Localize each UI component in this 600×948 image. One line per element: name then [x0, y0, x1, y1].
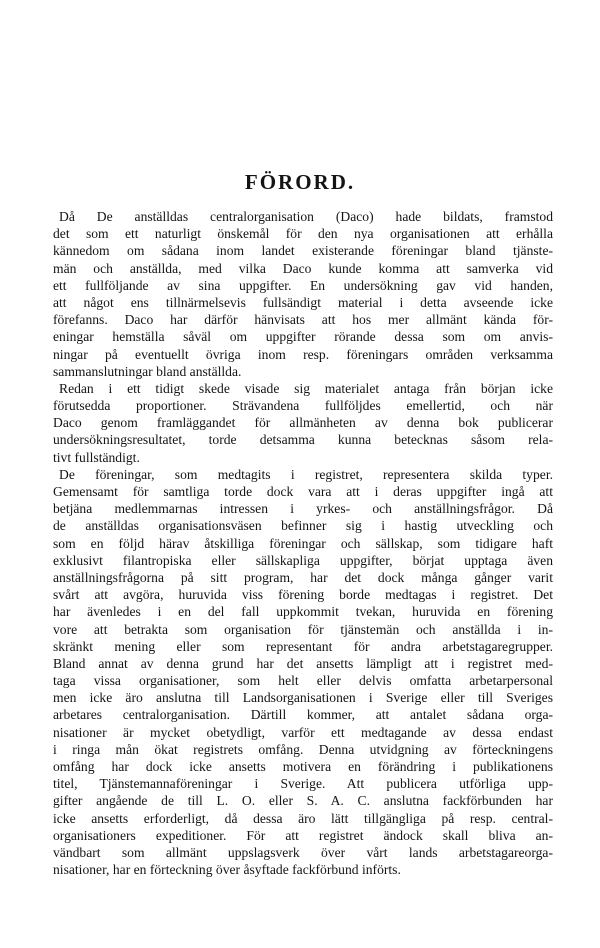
text-line: män och anställda, med vilka Daco kunde komma att samverka vid — [53, 260, 553, 276]
text-line: de anställdas organisationsväsen befinner sig i hastig utveckling och — [53, 518, 553, 534]
text-line: gifter angående de till L. O. eller S. A. C. anslutna fackförbunden har — [53, 793, 553, 809]
text-line: tivt fullständigt. — [53, 449, 140, 465]
text-line: kännedom om sådana inom landet existerande föreningar bland tjänste- — [53, 243, 553, 259]
text-line: vore att betrakta som organisation för tjänstemän och anställda i in- — [53, 621, 553, 637]
text-line: förefanns. Daco har därför hänvisats att hos mer allmänt kända för- — [53, 312, 553, 328]
text-line: icke ansetts erforderligt, då dessa äro lätt tillgängliga på resp. central- — [53, 810, 553, 826]
text-line: taga vissa organisationer, som helt eller delvis omfatta arbetarpersonal — [53, 673, 553, 689]
paragraph — [53, 208, 553, 380]
text-line: sammanslutningar bland anställda. — [53, 363, 242, 379]
text-line: skränkt mening eller som representant för andra arbetstagaregrupper. — [53, 638, 553, 654]
text-line: men icke äro anslutna till Landsorganisationen i Sverige eller till Sveriges — [53, 690, 553, 706]
text-line: vändbart som allmänt uppslagsverk över vårt lands arbetstagareorga- — [53, 844, 553, 860]
text-line: att något ens tillnärmelsevis fullsändigt material i detta avseende icke — [53, 294, 553, 310]
text-line: titel, Tjänstemannaföreningar i Sverige. Att publicera utförliga upp- — [53, 776, 553, 792]
text-line: undersökningsresultatet, torde detsamma kunna betecknas såsom rela- — [53, 432, 553, 448]
text-line: nisationer, har en förteckning över åsyftade fackförbund införts. — [53, 862, 401, 878]
text-line: Gemensamt för samtliga torde dock vara att i deras uppgifter ingå att — [53, 484, 553, 499]
text-line: svårt att avgöra, huruvida viss förening borde medtagas i registret. Det — [53, 587, 553, 603]
text-line: anställningsfrågorna på sitt program, har det dock många gånger varit — [53, 569, 553, 585]
text-line: som en följd härav åtskilliga föreningar och sällskap, som tidigare haft — [53, 535, 553, 551]
text-line: ningar på eventuellt övriga inom resp. föreningars områden verksamma — [53, 346, 553, 362]
body-text — [53, 208, 553, 878]
text-line: Daco genom framläggandet för allmänheten av denna bok publicerar — [53, 415, 553, 431]
text-line: nisationer är mycket obetydligt, varför ett medtagande av dessa endast — [53, 724, 553, 740]
text-line: Bland annat av denna grund har det ansetts lämpligt att i registret med- — [53, 655, 553, 671]
text-line: organisationers expeditioner. För att registret ändock skall bliva an- — [53, 827, 553, 843]
text-line: har ävenledes i en del fall uppkommit tvekan, huruvida en förening — [53, 604, 553, 620]
text-line: De föreningar, som medtagits i registret, representera skilda typer. — [59, 466, 553, 482]
paragraph — [53, 380, 553, 466]
text-line: Redan i ett tidigt skede visade sig materialet antaga från början icke — [59, 380, 553, 396]
text-line: eningar hemställa såväl om uppgifter rörande dessa som om anvis- — [53, 329, 553, 345]
paragraph — [53, 466, 553, 879]
text-line: i ringa mån ökat registrets omfång. Denna utvidgning av förteckningens — [53, 741, 553, 757]
text-line: betjäna medlemmarnas intressen i yrkes- och anställningsfrågor. Då — [53, 501, 553, 517]
text-line: ett fullföljande av sina uppgifter. En undersökning gav vid handen, — [53, 277, 553, 293]
text-line: Då De anställdas centralorganisation (Daco) hade bildats, framstod — [59, 209, 553, 224]
text-line: omfång har dock icke ansetts motivera en förändring i publikationens — [53, 759, 553, 774]
text-line: förutsedda proportioner. Strävandena fullföljdes emellertid, och när — [53, 398, 553, 414]
page-title: FÖRORD. — [244, 170, 356, 194]
text-line: exklusivt filantropiska eller sällskapliga uppgifter, börjat upptaga även — [53, 552, 553, 568]
text-line: det som ett naturligt önskemål för den nya organisationen att erhålla — [53, 226, 553, 242]
text-line: arbetares centralorganisation. Därtill kommer, att antalet sådana orga- — [53, 707, 553, 723]
